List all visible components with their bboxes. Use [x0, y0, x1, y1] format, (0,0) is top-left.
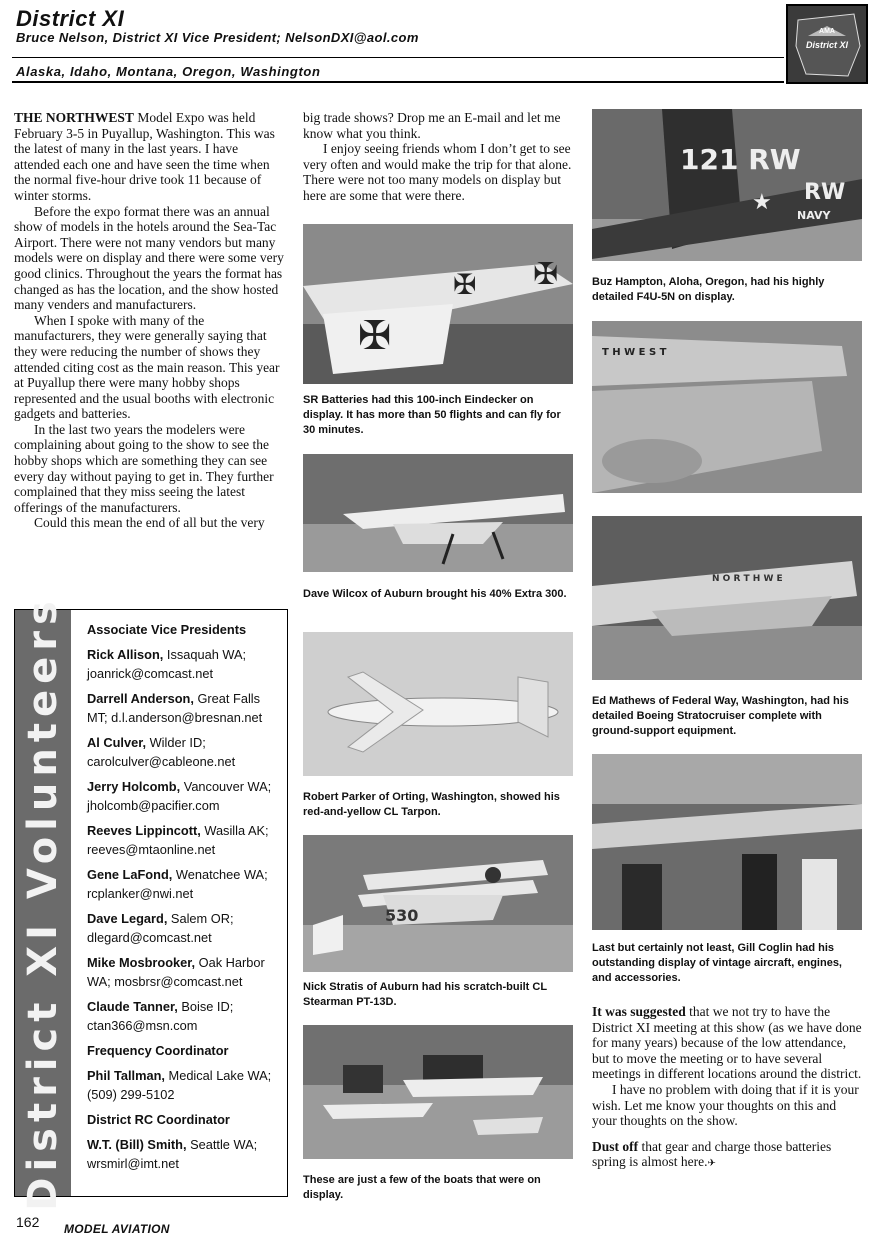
article-column-1: [14, 110, 286, 531]
volunteer-entry: Dave Legard, Salem OR; dlegard@comcast.net: [87, 911, 234, 945]
stearman-photo: [303, 835, 573, 972]
tarpon-photo: [303, 632, 573, 776]
page-title: District XI: [16, 6, 125, 31]
stratocruiser-photo: [592, 321, 862, 493]
boats-caption: These are just a few of the boats that were on display.: [303, 1174, 541, 1201]
f4u-photo: [592, 109, 862, 261]
volunteer-entry: Phil Tallman, Medical Lake WA; (509) 299-5102: [87, 1068, 272, 1102]
stratocruiser-banner: T H W E S T: [602, 347, 667, 358]
stratocruiser-side-marking: N O R T H W E: [712, 574, 783, 584]
vice-president-line: Bruce Nelson, District XI Vice President; NelsonDXI@aol.com: [16, 30, 419, 45]
volunteer-entry: Al Culver, Wilder ID; carolculver@cableone.net: [87, 735, 236, 769]
district-logo: [786, 4, 868, 84]
extra-caption: Dave Wilcox of Auburn brought his 40% Extra 300.: [303, 588, 567, 600]
header-divider: [12, 57, 784, 58]
extra-photo: [303, 454, 573, 572]
volunteer-entry: Claude Tanner, Boise ID; ctan366@msn.com: [87, 999, 234, 1033]
article-paragraph: that we not try to have the District XI meeting at this show (as we have done for many years) because of the low attendance, but to move the meeting or to have several meetings in different locations around the district.: [592, 1004, 862, 1082]
page-number: 162: [16, 1214, 40, 1230]
header-rule: [12, 81, 784, 83]
volunteer-entry: Reeves Lippincott, Wasilla AK; reeves@mtaonline.net: [87, 823, 269, 857]
article-paragraph: Could this mean the end of all but the very: [34, 515, 265, 531]
f4u-tail-marking: 121 RW: [680, 143, 801, 176]
volunteer-entry: Darrell Anderson, Great Falls MT; d.l.anderson@bresnan.net: [87, 691, 263, 725]
logo-district-text: District XI: [805, 40, 848, 50]
article-paragraph: I enjoy seeing friends whom I don’t get to see very often and would make the trip for that alone. There were not too many models on display but here are some that were there.: [303, 141, 572, 203]
district-states: Alaska, Idaho, Montana, Oregon, Washington: [16, 64, 321, 79]
volunteer-entry: Rick Allison, Issaquah WA; joanrick@comcast.net: [87, 647, 247, 681]
eindecker-caption: SR Batteries had this 100-inch Eindecker on display. It has more than 50 flights and can fly for 30 minutes.: [303, 394, 561, 436]
svg-text:✠: ✠: [533, 257, 559, 292]
boats-photo: [303, 1025, 573, 1159]
eindecker-photo: [303, 224, 573, 384]
stratocruiser-caption: Ed Mathews of Federal Way, Washington, had his detailed Boeing Stratocruiser complete with ground-support equipment.: [592, 695, 849, 737]
volunteer-entry: Gene LaFond, Wenatchee WA; rcplanker@nwi.net: [87, 867, 268, 901]
vintage-caption: Last but certainly not least, Gill Coglin had his outstanding display of vintage aircraft, engines, and accessories.: [592, 942, 842, 984]
volunteers-band: [15, 595, 71, 1211]
tarpon-caption: Robert Parker of Orting, Washington, showed his red-and-yellow CL Tarpon.: [303, 791, 560, 818]
ama-end-icon: ✈: [707, 1158, 716, 1170]
vintage-photo: [592, 754, 862, 930]
volunteer-entry: Mike Mosbrooker, Oak Harbor WA; mosbrsr@comcast.net: [87, 955, 265, 989]
stearman-number: 530: [385, 906, 419, 925]
logo-ama-text: AMA: [819, 28, 835, 35]
stearman-caption: Nick Stratis of Auburn had his scratch-built CL Stearman PT-13D.: [303, 981, 547, 1008]
rc-coordinator-heading: District RC Coordinator: [87, 1112, 230, 1127]
article-lead: THE NORTHWEST: [14, 110, 134, 125]
svg-text:✠: ✠: [358, 313, 392, 359]
f4u-wing-marking: RW: [804, 180, 846, 205]
volunteers-band-title: District XI Volunteers: [20, 595, 66, 1211]
avp-heading: Associate Vice Presidents: [87, 622, 247, 637]
article-lead: Dust off: [592, 1138, 639, 1154]
frequency-heading: Frequency Coordinator: [87, 1043, 229, 1058]
article-paragraph: Model Expo was held February 3-5 in Puyallup, Washington. This was the latest of many in the last years. I have attended each one and have seen the time when the normal five-hour drive took 11 because of winter storms.: [14, 110, 275, 203]
svg-text:★: ★: [752, 190, 772, 215]
article-column-2: [303, 110, 575, 204]
f4u-navy-marking: NAVY: [797, 209, 831, 222]
article-paragraph: Before the expo format there was an annual show of models in the hotels around the Sea-Tac Airport. There were not many vendors but many models were on display and there were some very good clinics. Throughout the years the format has changed as has the location, and the show hosted many venders and manufacturers.: [14, 203, 284, 313]
svg-text:✠: ✠: [453, 268, 477, 301]
f4u-caption: Buz Hampton, Aloha, Oregon, had his highly detailed F4U-5N on display.: [592, 276, 825, 303]
volunteers-sidebar: [14, 595, 288, 1211]
article-paragraph: In the last two years the modelers were complaining about going to the show to see the hobby shops which are something they can see every day without paying to get in. They further complained that they miss seeing the latest offerings of the manufacturers.: [14, 421, 274, 515]
volunteer-entry: W.T. (Bill) Smith, Seattle WA; wrsmirl@imt.net: [87, 1137, 258, 1171]
article-paragraph: that gear and charge those batteries spring is almost here.: [592, 1138, 832, 1170]
article-paragraph: When I spoke with many of the manufacturers, they were generally saying that they were reducing the number of shows they attended citing cost as the main reason. This year at Puyallup there were many hobby shops represented and the usual booths with electronic gadgets and batteries.: [14, 312, 280, 422]
article-paragraph: big trade shows? Drop me an E-mail and let me know what you think.: [303, 110, 561, 141]
stratocruiser-photo-2: [592, 516, 862, 680]
article-lead: It was suggested: [592, 1004, 686, 1019]
article-column-3: [592, 1004, 864, 1172]
volunteers-list: [87, 620, 283, 1179]
article-paragraph: I have no problem with doing that if it is your wish. Let me know your thoughts on this and your thoughts on the show.: [592, 1081, 859, 1129]
volunteer-entry: Jerry Holcomb, Vancouver WA; jholcomb@pacifier.com: [87, 779, 272, 813]
magazine-name: MODEL AVIATION: [64, 1222, 170, 1236]
